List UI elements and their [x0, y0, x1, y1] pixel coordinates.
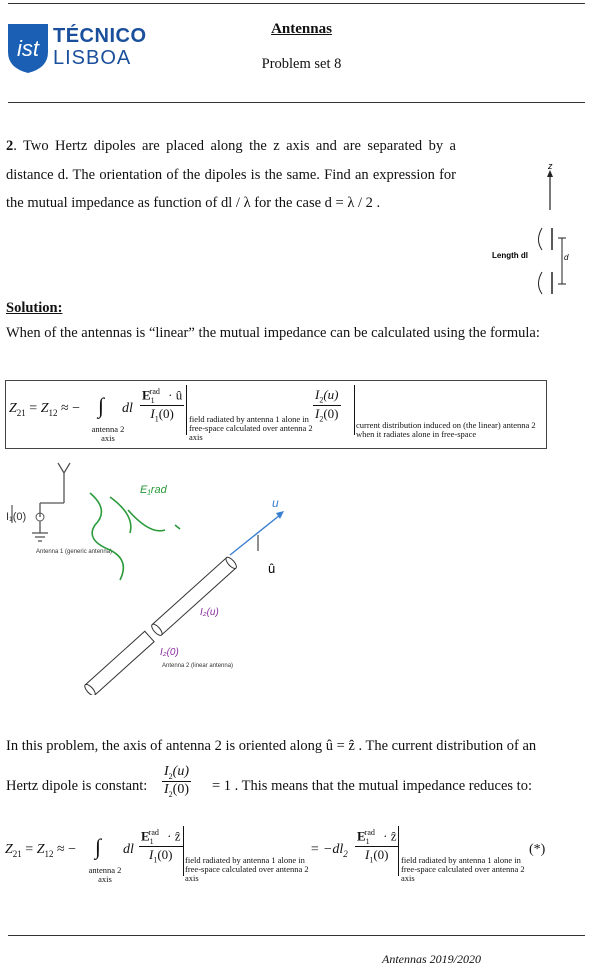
field-radiated-label: field radiated by antenna 1 alone in free-space calculated over antenna 2 axis: [189, 414, 313, 442]
logo-word-lisboa: LISBOA: [53, 47, 132, 69]
u-axis-label: u: [272, 496, 279, 510]
d-label: d: [564, 253, 569, 262]
uhat-label: û: [268, 561, 276, 576]
eq-star-marker: (*): [529, 842, 546, 857]
doc-title-wrap: [0, 20, 593, 38]
doc-subtitle-wrap: [0, 56, 593, 73]
i20-label: I₂(0): [160, 647, 179, 658]
doc-subtitle: Problem set 8: [261, 56, 342, 72]
antenna1-label: Antenna 1 (generic antenna): [36, 549, 113, 555]
footer-text: Antennas 2019/2020: [382, 952, 481, 966]
eq1-field-fraction: $E_1^{rad}$ · û $I_1(0)$: [142, 387, 183, 424]
field-line-2: [110, 497, 131, 533]
header-rule: [8, 102, 585, 103]
dipoles-figure: [480, 160, 590, 310]
para2-line2-end: = 1 . This means that the mutual impedance reduces to:: [212, 778, 532, 794]
problem-text: . Two Hertz dipoles are placed along the z axis and are separated by a distance d. The orientation of the dipoles is the same. Find an expression for the mutual impedance as function of dl / λ for the case d = λ / 2 .: [6, 138, 456, 211]
erad-label: E₁rad: [140, 484, 167, 496]
svg-text:ist: ist: [17, 36, 39, 61]
eq2-integral-sign: ∫: [95, 834, 102, 859]
eq1-eval-bar-2: [354, 385, 355, 435]
eq2-eval-bar-2: [398, 826, 399, 876]
doc-title: Antennas: [271, 21, 332, 37]
eq1-lhs: $Z_{21} = Z_{12}$ ≈ −: [9, 401, 81, 418]
logo-word-tecnico: TÉCNICO: [53, 25, 147, 47]
z-axis-label: z: [548, 161, 553, 171]
field-line-3: [128, 510, 165, 531]
eq2-rhs-field-label: field radiated by antenna 1 alone in free-space calculated over antenna 2 axis: [401, 855, 525, 883]
eq1-dl: dl: [122, 401, 133, 416]
eq2-lhs: $Z_{21} = Z_{12}$ ≈ −: [5, 842, 77, 859]
eq2-integral-domain: antenna 2 axis: [88, 865, 122, 884]
para2-line2: Hertz dipole is constant:: [6, 778, 148, 794]
eq2-dl: dl: [123, 842, 134, 857]
i2u-label: I₂(u): [200, 607, 219, 618]
current-ratio-fraction: $\frac{I_2(u)}{I_2(0)}$: [164, 764, 189, 799]
eq2-rhs-fraction: $E_1^{rad}$ · ẑ $I_1(0)$: [357, 828, 397, 865]
field-line-1: [90, 493, 123, 580]
antenna2-label: Antenna 2 (linear antenna): [162, 663, 234, 669]
problem-statement: [6, 132, 456, 218]
reduced-impedance-equation: [5, 820, 565, 890]
antenna-coupling-sketch: [0, 455, 420, 695]
integral-domain-label: antenna 2 axis: [91, 424, 125, 443]
para2-line1: In this problem, the axis of antenna 2 is oriented along û = ẑ . The current distribution of an: [6, 738, 537, 754]
mutual-impedance-formula-box: [5, 380, 547, 449]
eq1-eval-bar-1: [186, 385, 187, 435]
i1-label: I₁(0): [6, 511, 27, 523]
antenna1-icon: [58, 463, 70, 473]
integral-sign: ∫: [98, 393, 105, 418]
length-dl-label: Length dl: [492, 251, 528, 260]
footer-rule: [8, 935, 585, 936]
antenna2-cylinder: [83, 556, 238, 695]
eq2-field-fraction: $E_1^{rad}$ · ẑ $I_1(0)$: [141, 828, 181, 865]
current-distribution-label: current distribution induced on (the linear) antenna 2 when it radiates alone in free-space: [356, 420, 536, 439]
eq2-eval-bar-1: [183, 826, 184, 876]
problem-number: 2: [6, 138, 14, 154]
eq2-rhs: = $-dl_2$: [310, 842, 348, 859]
eq2-field-label: field radiated by antenna 1 alone in free-space calculated over antenna 2 axis: [185, 855, 309, 883]
top-rule: [8, 3, 585, 4]
u-axis-arrow: [230, 515, 280, 555]
solution-intro: When of the antennas is “linear” the mutual impedance can be calculated using the formula:: [6, 325, 540, 341]
eq1-current-fraction: $\frac{I_2(u)}{I_2(0)}$: [315, 387, 339, 424]
solution-heading: Solution:: [6, 300, 63, 316]
